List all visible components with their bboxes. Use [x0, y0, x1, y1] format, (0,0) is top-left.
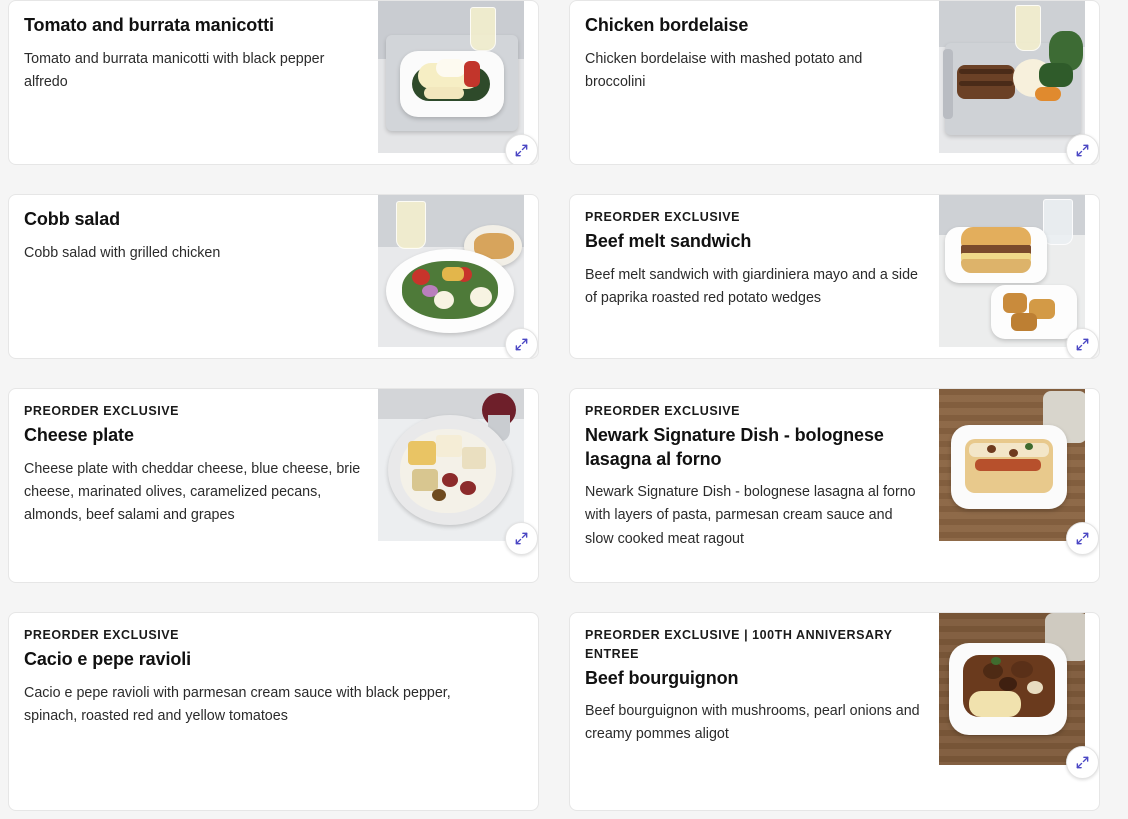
dish-image [939, 1, 1085, 153]
dish-thumbnail-wrap [378, 1, 524, 153]
dish-thumbnail-wrap [939, 195, 1085, 347]
menu-card[interactable] [569, 0, 1100, 165]
dish-image [939, 613, 1085, 765]
dish-description: Tomato and burrata manicotti with black pepper alfredo [24, 50, 325, 90]
dish-description: Cheese plate with cheddar cheese, blue cheese, brie cheese, marinated olives, caramelized pecans, almonds, beef salami and grapes [24, 460, 361, 523]
dish-thumbnail-wrap [939, 389, 1085, 541]
expand-icon [514, 531, 529, 546]
card-text [570, 195, 933, 326]
expand-icon [1075, 337, 1090, 352]
card-text [9, 613, 538, 744]
expand-image-button[interactable] [505, 134, 538, 165]
dish-title: Beef bourguignon [585, 667, 739, 688]
card-eyebrow: PREORDER EXCLUSIVE [24, 404, 180, 418]
expand-icon [514, 143, 529, 158]
dish-description: Beef bourguignon with mushrooms, pearl onions and creamy pommes aligot [585, 703, 920, 743]
dish-description: Beef melt sandwich with giardiniera mayo and a side of paprika roasted red potato wedges [585, 266, 918, 306]
expand-image-button[interactable] [505, 522, 538, 555]
menu-card[interactable] [8, 194, 539, 359]
menu-card[interactable] [569, 194, 1100, 359]
dish-thumbnail-wrap [939, 613, 1085, 765]
card-eyebrow: PREORDER EXCLUSIVE [585, 210, 741, 224]
dish-title: Newark Signature Dish - bolognese lasagna al forno [585, 424, 884, 469]
card-text [9, 389, 372, 543]
dish-title: Beef melt sandwich [585, 230, 752, 251]
dish-title: Chicken bordelaise [585, 15, 749, 35]
menu-card[interactable] [8, 612, 539, 811]
dish-thumbnail-wrap [378, 195, 524, 347]
expand-image-button[interactable] [505, 328, 538, 359]
menu-card[interactable] [569, 612, 1100, 811]
dish-image [378, 1, 524, 153]
dish-description: Newark Signature Dish - bolognese lasagna al forno with layers of pasta, parmesan cream sauce and slow cooked meat ragout [585, 484, 916, 547]
dish-title: Cacio e pepe ravioli [24, 648, 192, 669]
dish-thumbnail-wrap [939, 1, 1085, 153]
expand-image-button[interactable] [1066, 522, 1099, 555]
expand-icon [1075, 755, 1090, 770]
expand-image-button[interactable] [1066, 328, 1099, 359]
dish-description: Cobb salad with grilled chicken [24, 244, 221, 261]
card-eyebrow: PREORDER EXCLUSIVE [24, 628, 180, 642]
expand-icon [1075, 143, 1090, 158]
card-text [570, 1, 933, 110]
dish-thumbnail-wrap [378, 389, 524, 541]
card-eyebrow: PREORDER EXCLUSIVE [585, 404, 741, 418]
expand-image-button[interactable] [1066, 134, 1099, 165]
card-text [9, 195, 372, 281]
dish-description: Cacio e pepe ravioli with parmesan cream sauce with black pepper, spinach, roasted red and yellow tomatoes [24, 684, 451, 724]
menu-card[interactable] [8, 0, 539, 165]
card-eyebrow: PREORDER EXCLUSIVE | 100TH ANNIVERSARY ENTREE [585, 628, 893, 661]
card-text [9, 1, 372, 110]
expand-icon [1075, 531, 1090, 546]
dish-description: Chicken bordelaise with mashed potato and broccolini [585, 50, 863, 90]
dish-image [378, 195, 524, 347]
dish-image [939, 195, 1085, 347]
card-text [570, 389, 933, 567]
menu-card[interactable] [569, 388, 1100, 583]
dish-image [939, 389, 1085, 541]
expand-icon [514, 337, 529, 352]
dish-image [378, 389, 524, 541]
expand-image-button[interactable] [1066, 746, 1099, 779]
dish-title: Tomato and burrata manicotti [24, 15, 274, 35]
dish-title: Cheese plate [24, 424, 134, 445]
dish-title: Cobb salad [24, 209, 121, 229]
card-text [570, 613, 933, 763]
menu-card[interactable] [8, 388, 539, 583]
